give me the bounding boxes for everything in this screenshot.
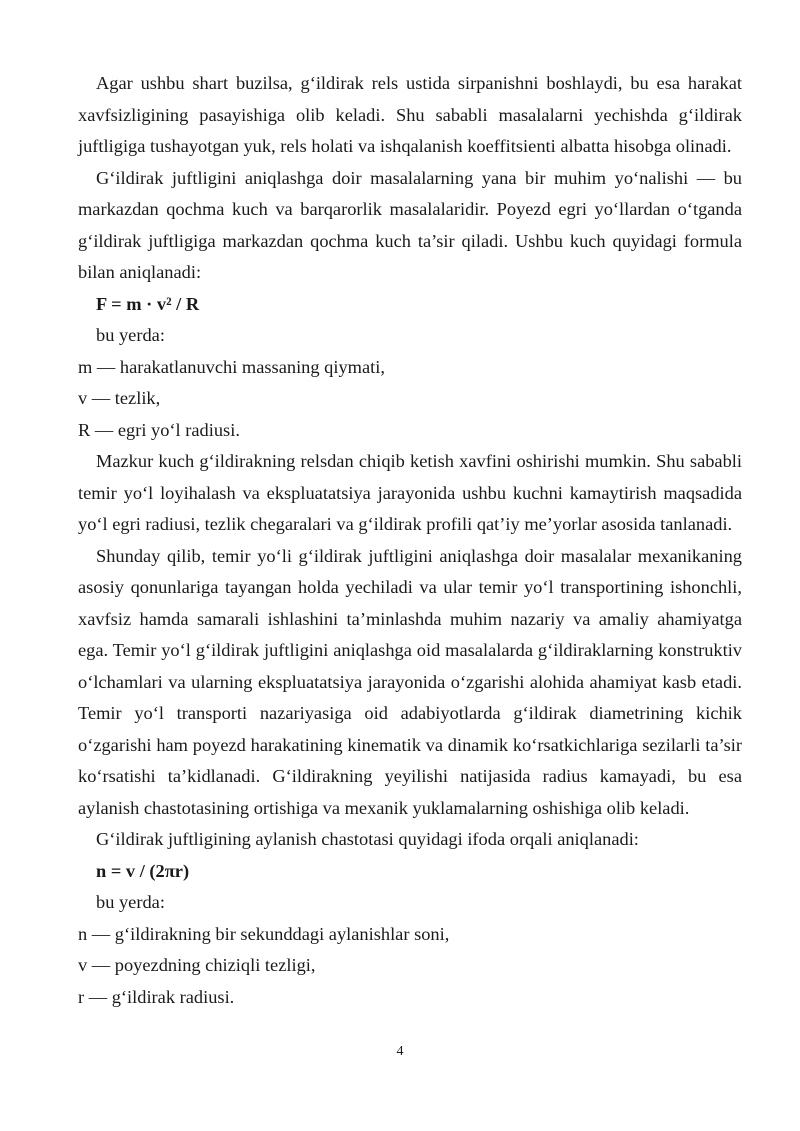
document-page <box>78 68 742 1013</box>
formula-rotation-frequency: n = v / (2πr) <box>96 860 190 881</box>
where-label-2: bu yerda: <box>96 892 165 912</box>
definition-m: m — harakatlanuvchi massaning qiymati, <box>78 356 385 377</box>
page-number: 4 <box>396 1044 404 1059</box>
paragraph-centrifugal-force: G‘ildirak juftligini aniqlashga doir masalalarning yana bir muhim yo‘nalishi — bu markazdan qochma kuch va barqarorlik masalalaridir. Poyezd egri yo‘llardan o‘tganda g‘ildirak juftligiga markazdan qochma kuch ta’sir qiladi. Ushbu kuch quyidagi formula bilan aniqlanadi: <box>78 167 742 282</box>
paragraph-conclusion: Shunday qilib, temir yo‘li g‘ildirak juftligini aniqlashga doir masalalar mexanikaning asosiy qonunlariga tayangan holda yechiladi va ular temir yo‘l transportining ishonchli, xavfsiz hamda samarali ishlashini ta’minlashda muhim nazariy va amaliy ahamiyatga ega. Temir yo‘l g‘ildirak juftligini aniqlashga oid masalalarda g‘ildiraklarning konstruktiv o‘lchamlari va ularning ekspluatatsiya jarayonida o‘zgarishi alohida ahamiyat kasb etadi. Temir yo‘l transporti nazariyasiga oid adabiyotlarda g‘ildirak diametrining kichik o‘zgarishi ham poyezd harakatining kinematik va dinamik ko‘rsatkichlariga sezilarli ta’sir ko‘rsatishi ta’kidlanadi. G‘ildirakning yeyilishi natijasida radius kamayadi, bu esa aylanish chastotasining ortishiga va mexanik yuklamalarning oshishiga olib keladi. <box>78 545 742 818</box>
where-label-1: bu yerda: <box>96 325 165 345</box>
paragraph-rotation-frequency: G‘ildirak juftligining aylanish chastotasi quyidagi ifoda orqali aniqlanadi: <box>96 829 639 849</box>
formula-centrifugal-force: F = m · v² / R <box>96 293 200 314</box>
definition-n: n — g‘ildirakning bir sekunddagi aylanishlar soni, <box>78 923 450 944</box>
definition-v-linear: v — poyezdning chiziqli tezligi, <box>78 955 316 975</box>
definition-v: v — tezlik, <box>78 388 161 408</box>
paragraph-slip-condition: Agar ushbu shart buzilsa, g‘ildirak rels ustida sirpanishni boshlaydi, bu esa harakat xavfsizligining pasayishiga olib keladi. Shu sababli masalalarni yechishda g‘ildirak juftligiga tushayotgan yuk, rels holati va ishqalanish koeffitsienti albatta hisobga olinadi. <box>78 73 742 156</box>
paragraph-derailment-risk: Mazkur kuch g‘ildirakning relsdan chiqib ketish xavfini oshirishi mumkin. Shu sababli temir yo‘l loyihalash va ekspluatatsiya jarayonida ushbu kuchni kamaytirish maqsadida yo‘l egri radiusi, tezlik chegaralari va g‘ildirak profili qat’iy me’yorlar asosida tanlanadi. <box>78 451 742 534</box>
definition-R: R — egri yo‘l radiusi. <box>78 419 240 440</box>
definition-r: r — g‘ildirak radiusi. <box>78 986 235 1007</box>
